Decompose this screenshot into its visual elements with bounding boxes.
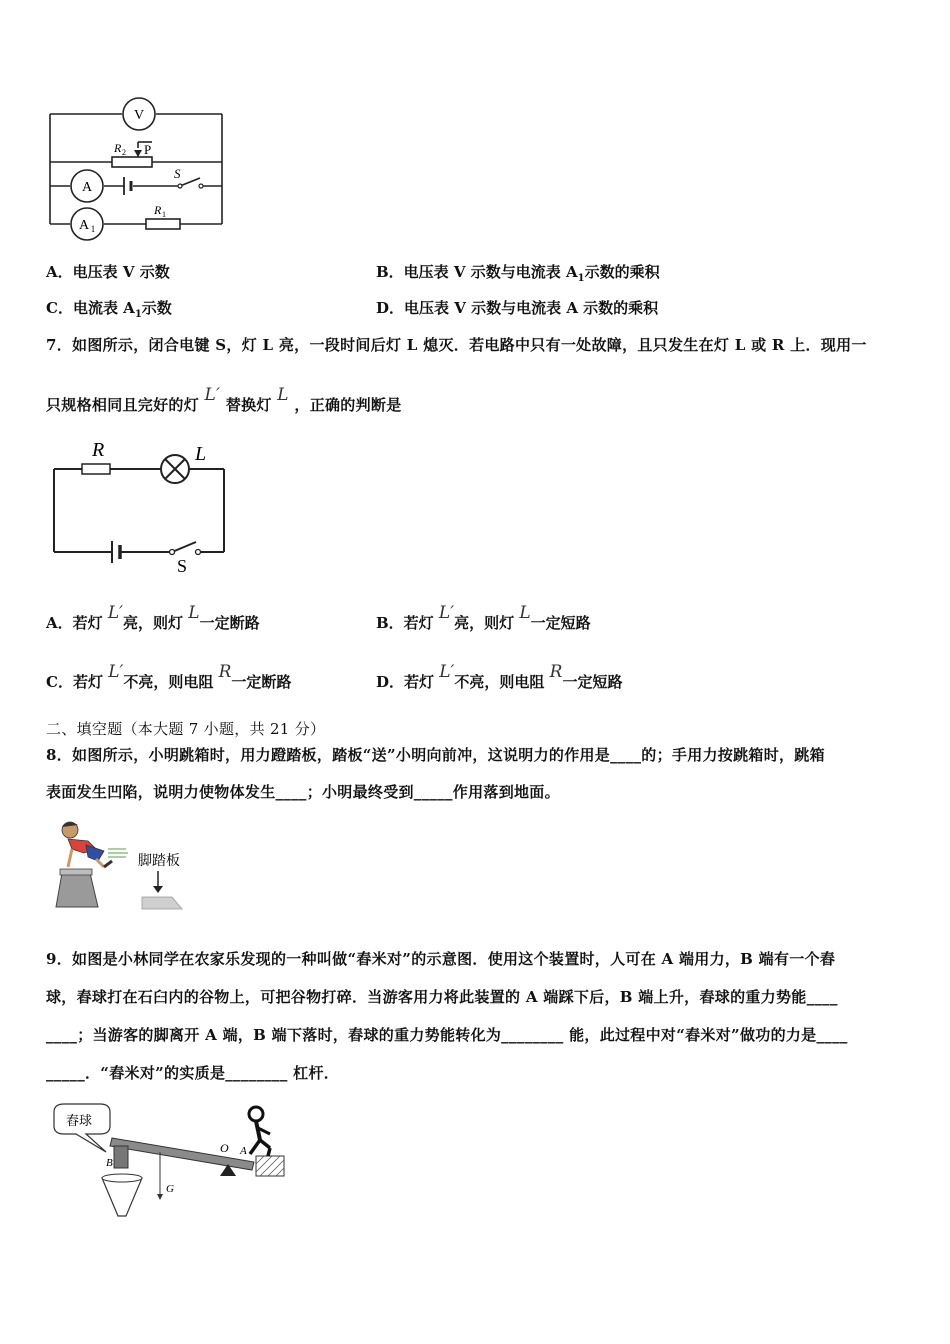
q7-option-b-post: 一定短路 — [530, 614, 591, 632]
q7-option-c-mid: 不亮，则电阻 — [123, 673, 214, 691]
q7-fig-l: L — [195, 443, 207, 465]
q9-fig-b: B — [106, 1157, 113, 1169]
q7-circuit-diagram — [46, 438, 246, 578]
q7-option-d-post: 一定短路 — [562, 673, 623, 691]
q6-option-b-pre: B．电压表 V 示数与电流表 A — [376, 263, 578, 281]
q6-option-b-post: 示数的乘积 — [584, 263, 660, 281]
ammeter-a1-sub: 1 — [90, 224, 96, 234]
q7-stem-post: ，正确的判断是 — [294, 396, 402, 414]
q7-option-c — [46, 662, 292, 692]
switch-label: S — [174, 166, 181, 181]
q8-fig-label: 脚踏板 — [138, 854, 180, 869]
q7-option-a-post: 一定断路 — [199, 614, 260, 632]
q7-option-c-r: R — [218, 662, 232, 682]
q7-stem-mid: 替换灯 — [225, 396, 272, 414]
q7-option-b — [376, 603, 591, 633]
q9-fig-o: O — [220, 1141, 229, 1155]
r2-sub: 2 — [122, 148, 126, 157]
q7-option-b-pre: B．若灯 — [376, 614, 434, 632]
q7-fig-r: R — [92, 439, 105, 461]
q7-option-d-r: R — [549, 662, 563, 682]
q9-fig-g: G — [166, 1183, 174, 1195]
q7-option-d — [376, 662, 623, 692]
q9-stem-line1: 9．如图是小林同学在农家乐发现的一种叫做“舂米对”的示意图．使用这个装置时，人可在 A 端用力，B 端有一个舂 — [46, 950, 836, 968]
q9-rice-pounder-figure — [46, 1100, 306, 1220]
r1-label: R — [154, 203, 162, 217]
q7-option-b-l: L — [519, 603, 531, 623]
q7-option-a — [46, 603, 260, 633]
q6-option-d: D．电压表 V 示数与电流表 A 示数的乘积 — [376, 299, 659, 317]
q7-option-b-lprime: L′ — [438, 603, 455, 623]
q9-fig-a: A — [240, 1145, 247, 1157]
q7-option-c-post: 一定断路 — [231, 673, 292, 691]
q7-option-c-lprime: L′ — [108, 662, 124, 682]
q6-option-a: A．电压表 V 示数 — [46, 263, 170, 281]
lamp-symbol — [161, 455, 189, 483]
slider-label: P — [144, 142, 152, 157]
q9-fig-ball: 舂球 — [66, 1113, 93, 1128]
q9-stem-line4: _____．“舂米对”的实质是________ 杠杆． — [46, 1064, 340, 1082]
q7-option-c-pre: C．若灯 — [46, 673, 103, 691]
q7-math-l: L — [277, 385, 289, 405]
q8-stem-line1: 8．如图所示，小明跳箱时，用力蹬踏板，踏板“送”小明向前冲，这说明力的作用是____的；手用力按跳箱时，跳箱 — [46, 746, 825, 764]
section-title: 二、填空题（本大题 7 小题，共 21 分） — [46, 720, 326, 738]
q7-option-a-pre: A．若灯 — [46, 614, 103, 632]
q7-stem-line1: 7．如图所示，闭合电键 S，灯 L 亮，一段时间后灯 L 熄灭．若电路中只有一处故障，且只发生在灯 L 或 R 上．现用一 — [46, 336, 867, 354]
q6-option-c-pre: C．电流表 A — [46, 299, 135, 317]
q6-option-c-post: 示数 — [141, 299, 172, 317]
q7-option-d-lprime: L′ — [439, 662, 455, 682]
q6-option-b — [376, 261, 660, 284]
q8-stem-line2: 表面发生凹陷，说明力使物体发生____；小明最终受到_____作用落到地面。 — [46, 783, 560, 801]
q7-math-lprime: L′ — [204, 385, 221, 405]
q7-option-b-mid: 亮，则灯 — [454, 614, 515, 632]
q7-option-a-l: L — [188, 603, 200, 623]
q7-option-d-pre: D．若灯 — [376, 673, 435, 691]
q6-option-b-sub: 1 — [577, 273, 585, 284]
q8-vault-figure — [46, 815, 206, 915]
q6-option-c — [46, 297, 172, 320]
q6-circuit-diagram — [40, 92, 240, 242]
q7-fig-s: S — [177, 556, 188, 576]
q7-option-d-mid: 不亮，则电阻 — [454, 673, 545, 691]
r2-label: R — [114, 141, 122, 155]
q9-stem-line3: ____；当游客的脚离开 A 端，B 端下落时，舂球的重力势能转化为________ 能，此过程中对“舂米对”做功的力是____ — [46, 1026, 848, 1044]
q7-stem-line2 — [46, 385, 402, 415]
q9-stem-line2: 球，舂球打在石臼内的谷物上，可把谷物打碎．当游客用力将此装置的 A 端踩下后，B 端上升，舂球的重力势能____ — [46, 988, 838, 1006]
ammeter-label: A — [81, 180, 93, 195]
ammeter-a1-label: A — [78, 218, 90, 233]
voltmeter-label: V — [133, 108, 145, 123]
q7-option-a-lprime: L′ — [107, 603, 124, 623]
q7-option-a-mid: 亮，则灯 — [123, 614, 184, 632]
q7-stem-pre: 只规格相同且完好的灯 — [46, 396, 200, 414]
q6-option-c-sub: 1 — [134, 309, 142, 320]
r1-sub: 1 — [162, 210, 166, 219]
